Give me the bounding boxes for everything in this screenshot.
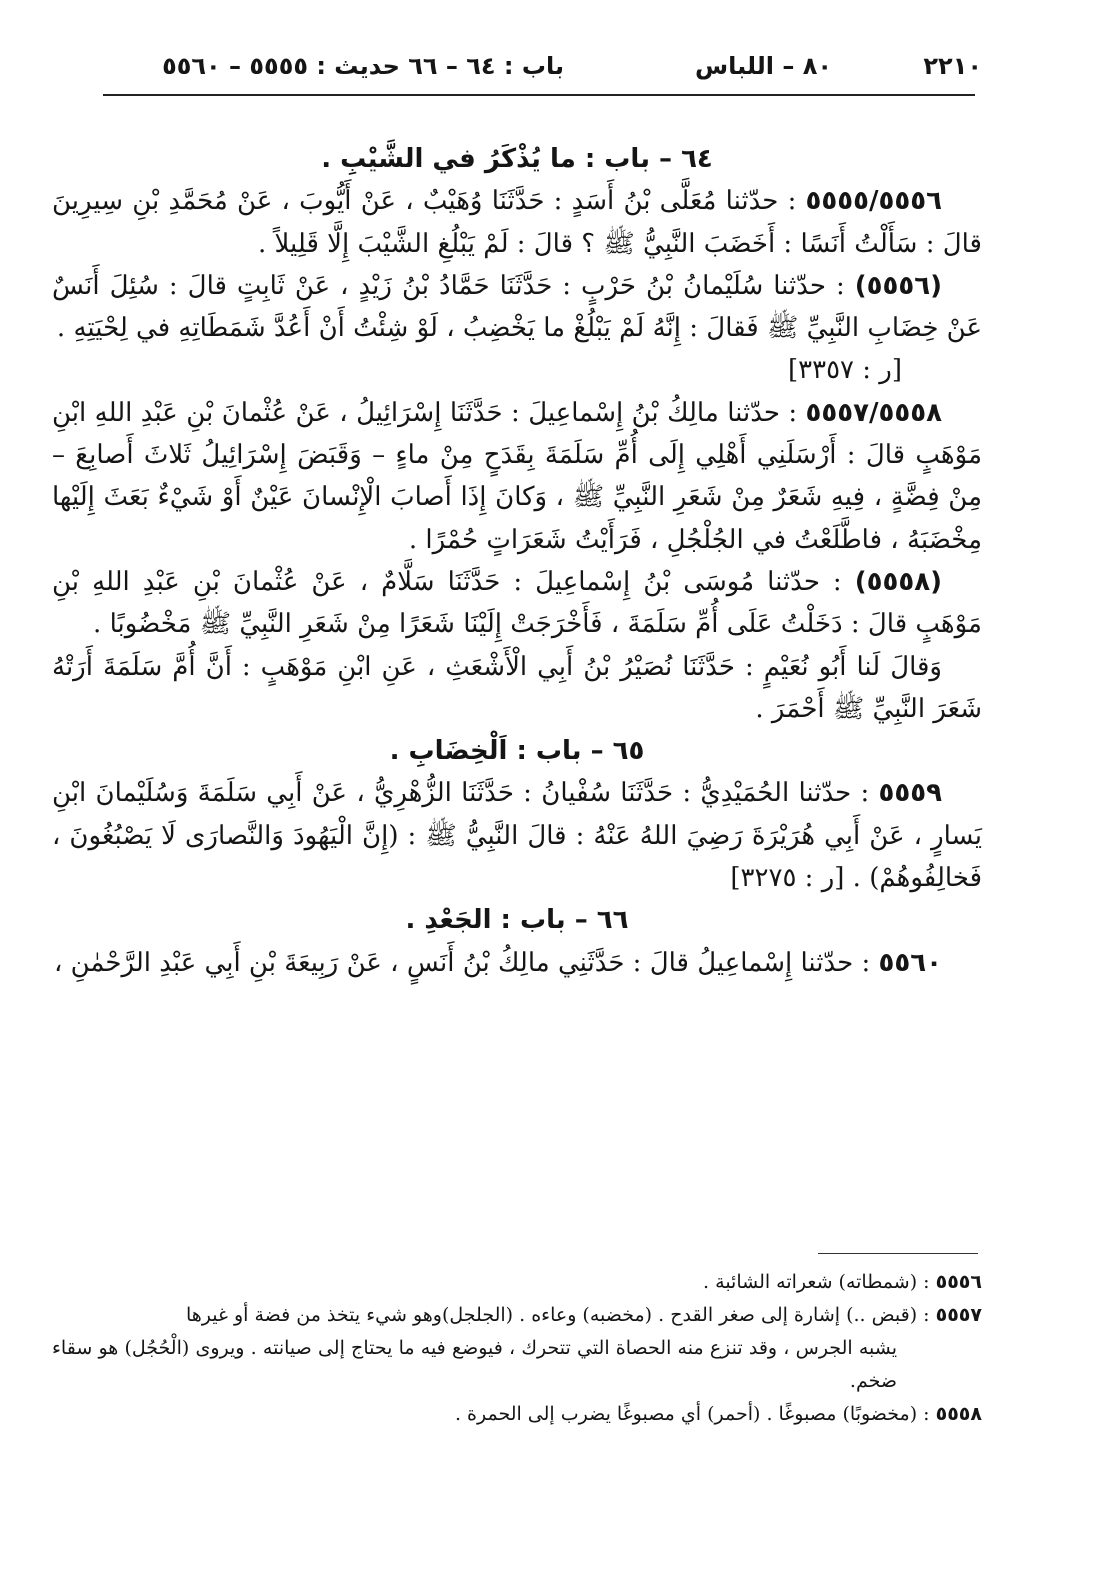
hadith-text: : حدّثنا سُلَيْمانُ بْنُ حَرْبٍ : حَدَّثَنَا حَمَّادُ بْنُ زَيْدٍ ، عَنْ ثَابِتٍ قالَ : سُئِلَ أَنَسٌ عَنْ خِضَابِ النَّبِيِّ ﷺ فَقالَ : إِنَّهُ لَمْ يَبْلُغْ ما يَخْضِبُ ، لَوْ شِئْتُ أَنْ أَعُدَّ شَمَطَاتِهِ في لِحْيَتِهِ . bbox=[52, 270, 982, 344]
hadith-text: : حدّثنا إِسْماعِيلُ قالَ : حَدَّثَنِي مالِكُ بْنُ أَنَسٍ ، عَنْ رَبِيعَةَ بْنِ أَبِي عَبْدِ الرَّحْمٰنِ ، bbox=[53, 947, 879, 978]
footnotes bbox=[52, 1266, 982, 1431]
hadith-5555 bbox=[52, 180, 982, 265]
footnote-text: : (شمطاته) شعراته الشائبة . bbox=[703, 1271, 936, 1293]
footnote-5558 bbox=[52, 1398, 982, 1431]
hadith-text: : حدّثنا مُعَلَّى بْنُ أَسَدٍ : حَدَّثَنَا وُهَيْبٌ ، عَنْ أَيُّوبَ ، عَنْ مُحَمَّدِ بْنِ سِيرِينَ قالَ : سَأَلْتُ أَنَسًا : أَخَضَبَ النَّبِيُّ ﷺ ؟ قالَ : لَمْ يَبْلُغِ الشَّيْبَ إِلَّا قَلِيلاً . bbox=[52, 186, 982, 259]
running-header bbox=[162, 52, 982, 92]
page-number: ٢٢١٠ bbox=[923, 52, 982, 80]
footnote-5557 bbox=[52, 1299, 982, 1332]
hadith-5558 bbox=[52, 561, 982, 646]
hadith-number: ٥٥٥٧/٥٥٥٨ bbox=[805, 397, 942, 428]
cross-reference: [ر : ٣٢٧٥] bbox=[730, 863, 845, 894]
footnote-number: ٥٥٥٨ bbox=[935, 1403, 982, 1425]
hadith-text: : حدّثنا مُوسَى بْنُ إِسْماعِيلَ : حَدَّثَنَا سَلَّامٌ ، عَنْ عُثْمانَ بْنِ عَبْدِ اللهِ بْنِ مَوْهَبٍ قالَ : دَخَلْتُ عَلَى أُمِّ سَلَمَةَ ، فَأَخْرَجَتْ إِلَيْنَا شَعَرًا مِنْ شَعَرِ النَّبِيِّ ﷺ مَخْضُوبًا . bbox=[52, 566, 982, 640]
hadith-5556 bbox=[52, 265, 982, 392]
hadith-number: (٥٥٥٦) bbox=[854, 270, 943, 301]
footnote-5557-continued: يشبه الجرس ، وقد تنزع منه الحصاة التي تتحرك ، فيوضع فيه ما يحتاج إلى صيانته . ويروى (الْحُجُل) هو سقاء ضخم. bbox=[52, 1337, 897, 1392]
chapter-hadith-range: باب : ٦٤ – ٦٦ حديث : ٥٥٥٥ – ٥٥٦٠ bbox=[162, 52, 564, 80]
hadith-5558-addendum: وَقالَ لَنا أَبُو نُعَيْمٍ : حَدَّثَنَا نُصَيْرُ بْنُ أَبِي الْأَشْعَثِ ، عَنِ ابْنِ مَوْهَبٍ : أَنَّ أُمَّ سَلَمَةَ أَرَتْهُ شَعَرَ النَّبِيِّ ﷺ أَحْمَرَ . bbox=[52, 651, 982, 724]
book-title: ٨٠ – اللباس bbox=[695, 52, 832, 80]
hadith-text: : حدّثنا مالِكُ بْنُ إِسْماعِيلَ : حَدَّثَنَا إِسْرَائِيلُ ، عَنْ عُثْمانَ بْنِ عَبْدِ اللهِ ابْنِ مَوْهَبٍ قالَ : أَرْسَلَنِي أَهْلِي إِلَى أُمِّ سَلَمَةَ بِقَدَحٍ مِنْ ماءٍ – وَقَبَضَ إِسْرَائِيلُ ثَلاثَ أَصابِعَ – مِنْ فِضَّةٍ ، فِيهِ شَعَرٌ مِنْ شَعَرِ النَّبِيِّ ﷺ ، وَكانَ إِذَا أَصابَ الْإِنْسانَ عَيْنٌ أَوْ شَيْءٌ بَعَثَ إِلَيْها مِخْضَبَهُ ، فاطَّلَعْتُ في الجُلْجُلِ ، فَرَأَيْتُ شَعَرَاتٍ حُمْرًا . bbox=[52, 397, 982, 555]
footnote-5556 bbox=[52, 1266, 982, 1299]
footnote-text: : (قبض ..) إشارة إلى صغر القدح . (مخضبه) وعاءه . (الجلجل)وهو شيء يتخذ من فضة أو غيرها bbox=[185, 1304, 936, 1326]
hadith-5560 bbox=[52, 942, 982, 984]
cross-reference: [ر : ٣٣٥٧] bbox=[787, 355, 902, 386]
footnote-rule bbox=[818, 1253, 978, 1254]
hadith-text: : حدّثنا الحُمَيْدِيُّ : حَدَّثَنَا سُفْيانُ : حَدَّثَنَا الزُّهْرِيُّ ، عَنْ أَبِي سَلَمَةَ وَسُلَيْمانَ ابْنِ يَسارٍ ، عَنْ أَبِي هُرَيْرَةَ رَضِيَ اللهُ عَنْهُ : قالَ النَّبِيُّ ﷺ : (إِنَّ الْيَهُودَ وَالنَّصارَى لَا يَصْبُغُونَ ، فَخالِفُوهُمْ) . bbox=[52, 778, 982, 894]
main-text bbox=[52, 138, 982, 984]
footnote-number: ٥٥٥٦ bbox=[935, 1271, 982, 1293]
chapter-heading-64: ٦٤ – باب : ما يُذْكَرُ في الشَّيْبِ . bbox=[321, 144, 713, 174]
chapter-heading-65: ٦٥ – باب : اَلْخِضَابِ . bbox=[389, 736, 645, 767]
hadith-number: ٥٥٥٥/٥٥٥٦ bbox=[805, 186, 942, 217]
footnote-number: ٥٥٥٧ bbox=[935, 1304, 982, 1326]
chapter-heading-66: ٦٦ – باب : الجَعْدِ . bbox=[405, 905, 629, 936]
hadith-number: (٥٥٥٨) bbox=[854, 566, 943, 597]
hadith-5557 bbox=[52, 392, 982, 561]
hadith-5559 bbox=[52, 772, 982, 899]
footnote-text: : (مخضوبًا) مصبوغًا . (أحمر) أي مصبوغًا يضرب إلى الحمرة . bbox=[454, 1403, 936, 1425]
hadith-number: ٥٥٦٠ bbox=[878, 947, 942, 978]
hadith-number: ٥٥٥٩ bbox=[878, 778, 942, 809]
header-rule bbox=[103, 94, 975, 96]
